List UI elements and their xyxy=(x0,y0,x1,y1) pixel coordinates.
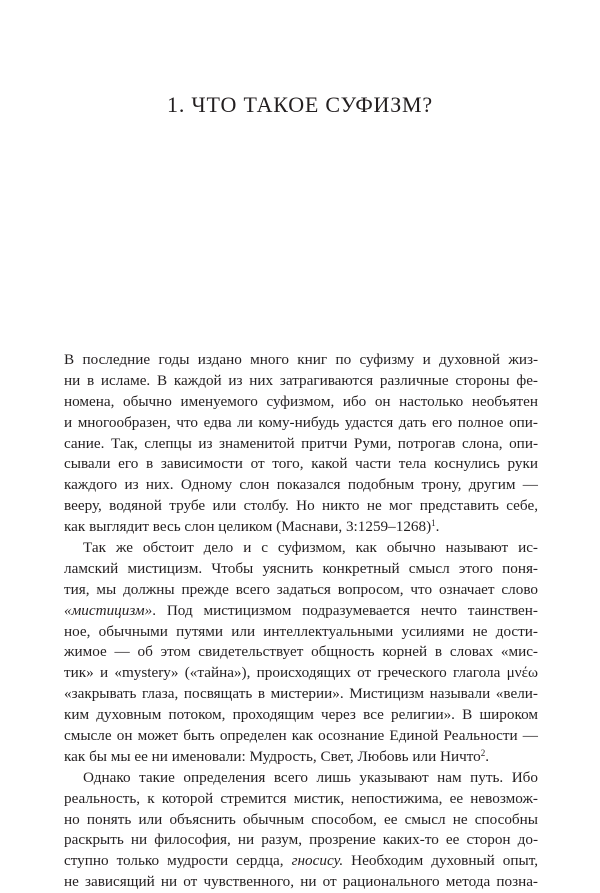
paragraph xyxy=(64,350,538,538)
italic-term: «мистицизм» xyxy=(64,601,153,619)
text-segment: ступно только мудрости сердца, xyxy=(64,852,292,870)
text-line xyxy=(64,538,538,559)
text-segment: ни в исламе. В каждой из них затрагиваются различные стороны фе- xyxy=(64,371,538,389)
text-segment: Необходим духовный опыт, xyxy=(343,852,538,870)
text-line xyxy=(64,413,538,434)
text-segment: ким духовным потоком, проходящим через все религии». В широком xyxy=(64,706,538,724)
text-line xyxy=(64,475,538,496)
text-line xyxy=(64,517,538,538)
footnote-marker: 1 xyxy=(431,518,436,529)
text-line xyxy=(64,392,538,413)
text-line xyxy=(64,580,538,601)
text-line xyxy=(64,851,538,872)
text-segment: Так же обстоит дело и с суфизмом, как обычно называют ис- xyxy=(83,539,538,557)
text-segment: и многообразен, что едва ли кому-нибудь удастся дать его полное опи- xyxy=(64,413,538,431)
text-line xyxy=(64,454,538,475)
text-segment: «закрывать глаза, посвящать в мистерии». Мистицизм называли «вели- xyxy=(64,685,538,703)
text-line xyxy=(64,747,538,768)
text-segment: . Под мистицизмом подразумевается нечто таинствен- xyxy=(152,601,538,619)
text-line xyxy=(64,684,538,705)
text-line xyxy=(64,350,538,371)
italic-term: гносису. xyxy=(291,852,344,870)
chapter-body xyxy=(64,350,538,893)
text-line xyxy=(64,726,538,747)
paragraph xyxy=(64,538,538,768)
text-segment: вееру, водяной трубе или столбу. Но никто не мог представить себе, xyxy=(64,497,538,515)
text-segment: номена, обычно именуемого суфизмом, ибо он настолько необъятен xyxy=(64,392,538,410)
text-segment: смысле он может быть определен как осознание Единой Реальности — xyxy=(64,727,538,745)
text-segment: В последние годы издано много книг по суфизму и духовной жиз- xyxy=(64,351,538,368)
text-segment: ламский мистицизм. Чтобы уяснить конкретный смысл этого поня- xyxy=(64,559,538,577)
text-segment: но понять или объяснить обычным способом, ее смысл не способны xyxy=(64,810,538,828)
text-line xyxy=(64,496,538,517)
text-segment: сание. Так, слепцы из знаменитой притчи Руми, потрогав слона, опи- xyxy=(64,434,538,452)
text-segment: раскрыть ни философия, ни разум, прозрение каких-то ее сторон до- xyxy=(64,831,538,849)
text-segment: Однако такие определения всего лишь указывают нам путь. Ибо xyxy=(83,768,538,786)
text-segment: реальность, к которой стремится мистик, непостижима, ее невозмож- xyxy=(64,789,538,807)
text-line xyxy=(64,601,538,622)
text-segment: жимое — об этом свидетельствует общность корней в словах «мис- xyxy=(64,643,538,661)
text-line xyxy=(64,872,538,893)
text-segment: ное, обычными путями или интеллектуальными усилиями не дости- xyxy=(64,622,538,640)
text-line xyxy=(64,642,538,663)
text-line xyxy=(64,830,538,851)
text-line xyxy=(64,371,538,392)
text-line xyxy=(64,768,538,789)
text-line xyxy=(64,663,538,684)
text-line xyxy=(64,559,538,580)
text-segment: тик» и «mystery» («тайна»), происходящих от греческого глагола μνέω xyxy=(64,664,538,682)
footnote-marker: 2 xyxy=(480,747,486,758)
text-segment: не зависящий ни от чувственного, ни от рационального метода позна- xyxy=(64,873,538,891)
text-segment: сывали его в зависимости от того, какой части тела коснулись руки xyxy=(64,455,538,473)
text-segment: как бы мы ее ни именовали: Мудрость, Свет, Любовь или Ничто xyxy=(64,747,481,765)
paragraph xyxy=(64,768,538,893)
text-segment: как выглядит весь слон целиком (Маснави, 3:1259–1268) xyxy=(64,518,432,536)
text-segment: . xyxy=(485,747,490,765)
text-line xyxy=(64,789,538,810)
text-segment: . xyxy=(435,518,440,536)
text-line xyxy=(64,434,538,455)
text-line xyxy=(64,810,538,831)
text-line xyxy=(64,622,538,643)
text-line xyxy=(64,705,538,726)
chapter-title: 1. ЧТО ТАКОЕ СУФИЗМ? xyxy=(167,92,433,117)
text-segment: каждого из них. Одному слон показался подобным трону, другим — xyxy=(64,476,538,494)
text-segment: тия, мы должны прежде всего задаться вопросом, что означает слово xyxy=(64,580,538,598)
